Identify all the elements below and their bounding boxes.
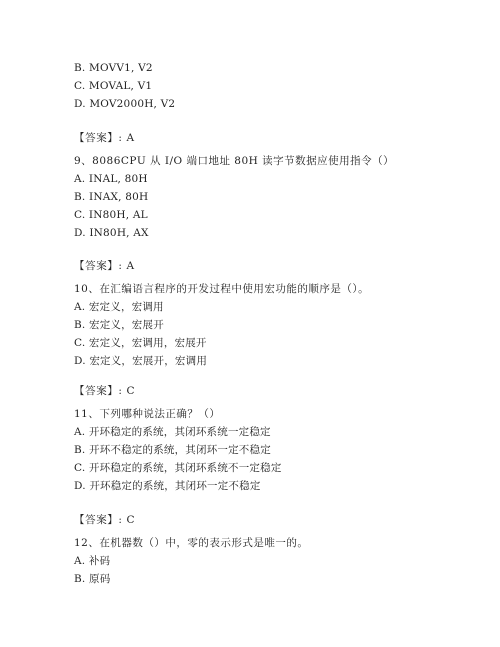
- q8-option-d: D. MOV2000H, V2: [74, 98, 176, 110]
- q10-option-d: D. 宏定义，宏展开，宏调用: [74, 355, 208, 367]
- q12-question: 12、在机器数（）中，零的表示形式是唯一的。: [74, 537, 309, 549]
- q9-answer: 【答案】: A: [74, 260, 135, 272]
- q12-option-b: B. 原码: [74, 573, 111, 585]
- q10-answer: 【答案】: C: [74, 385, 136, 397]
- q10-question: 10、在汇编语言程序的开发过程中使用宏功能的顺序是（）。: [74, 283, 370, 295]
- q11-option-a: A. 开环稳定的系统，其闭环系统一定稳定: [74, 426, 271, 438]
- q9-option-d: D. IN80H, AX: [74, 227, 149, 239]
- q11-option-b: B. 开环不稳定的系统，其闭环一定不稳定: [74, 444, 271, 456]
- q9-question: 9、8086CPU 从 I/O 端口地址 80H 读字节数据应使用指令（）: [74, 155, 395, 167]
- q9-option-c: C. IN80H, AL: [74, 209, 148, 221]
- q8-answer: 【答案】: A: [74, 132, 135, 144]
- q12-option-a: A. 补码: [74, 555, 111, 567]
- q8-option-b: B. MOVV1, V2: [74, 62, 153, 74]
- q8-option-c: C. MOVAL, V1: [74, 80, 153, 92]
- q11-option-d: D. 开环稳定的系统，其闭环一定不稳定: [74, 480, 261, 492]
- q11-question: 11、下列哪种说法正确？（）: [74, 408, 221, 420]
- q10-option-b: B. 宏定义，宏展开: [74, 319, 164, 331]
- q11-option-c: C. 开环稳定的系统，其闭环系统不一定稳定: [74, 462, 282, 474]
- q9-option-a: A. INAL, 80H: [74, 173, 148, 185]
- q10-option-c: C. 宏定义，宏调用，宏展开: [74, 337, 207, 349]
- q11-answer: 【答案】: C: [74, 514, 136, 526]
- q10-option-a: A. 宏定义，宏调用: [74, 301, 164, 313]
- q9-option-b: B. INAX, 80H: [74, 191, 149, 203]
